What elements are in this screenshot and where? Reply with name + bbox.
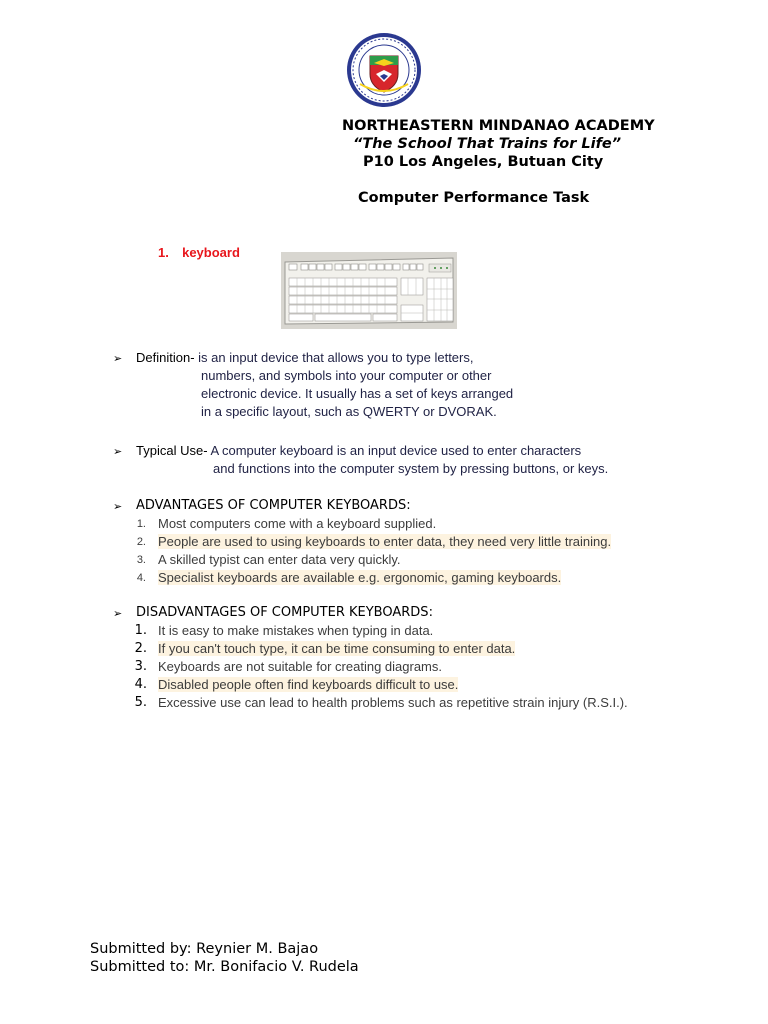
disadvantage-number: 5. [134, 695, 147, 710]
disadvantage-item: Excessive use can lead to health problems such as repetitive strain injury (R.S.I.). [158, 695, 628, 710]
disadvantages-bullet-icon: ➢ [113, 607, 123, 620]
school-name: NORTHEASTERN MINDANAO ACADEMY [342, 118, 655, 134]
disadvantage-number: 2. [134, 641, 147, 656]
disadvantage-item: Keyboards are not suitable for creating diagrams. [158, 659, 442, 674]
disadvantage-number: 4. [134, 677, 147, 692]
definition-text: is an input device that allows you to type letters, [198, 350, 474, 365]
disadvantages-heading: DISADVANTAGES OF COMPUTER KEYBOARDS: [136, 605, 433, 620]
item-number: 1. [158, 245, 169, 260]
item-heading [158, 245, 240, 260]
definition-bullet-icon: ➢ [113, 352, 123, 365]
submitted-to: Submitted to: Mr. Bonifacio V. Rudela [90, 959, 359, 975]
item-name: keyboard [182, 245, 240, 260]
advantage-number: 2. [136, 536, 146, 548]
definition-line-4: in a specific layout, such as QWERTY or DVORAK. [201, 404, 497, 419]
disadvantage-item [158, 676, 458, 694]
keyboard-image [281, 252, 457, 329]
typical-use-text: A computer keyboard is an input device used to enter characters [210, 443, 582, 458]
typical-use-label: Typical Use- [136, 443, 208, 458]
advantage-item-text: Specialist keyboards are available e.g. ergonomic, gaming keyboards. [158, 570, 562, 585]
disadvantage-item: It is easy to make mistakes when typing in data. [158, 623, 434, 638]
definition-label: Definition- [136, 350, 195, 365]
advantage-item: Most computers come with a keyboard supplied. [158, 516, 437, 531]
school-seal-logo [346, 32, 422, 108]
school-address: P10 Los Angeles, Butuan City [363, 154, 604, 170]
disadvantage-item-text: If you can't touch type, it can be time consuming to enter data. [158, 641, 516, 656]
advantage-number: 3. [136, 554, 146, 566]
typical-use-line-1 [136, 442, 581, 460]
school-motto: “The School That Trains for Life” [353, 136, 622, 152]
advantage-item [158, 569, 561, 587]
disadvantage-number: 1. [134, 623, 147, 638]
disadvantage-number: 3. [134, 659, 147, 674]
task-title: Computer Performance Task [358, 190, 590, 206]
definition-line-2: numbers, and symbols into your computer or other [201, 368, 492, 383]
advantages-heading: ADVANTAGES OF COMPUTER KEYBOARDS: [136, 498, 411, 513]
definition-line-1 [136, 349, 473, 367]
typical-use-line-2: and functions into the computer system by pressing buttons, or keys. [213, 461, 609, 476]
typical-use-bullet-icon: ➢ [113, 445, 123, 458]
submitted-by: Submitted by: Reynier M. Bajao [90, 941, 319, 957]
advantage-item-text: People are used to using keyboards to enter data, they need very little training. [158, 534, 612, 549]
advantage-item [158, 533, 611, 551]
disadvantage-item [158, 640, 515, 658]
advantage-number: 1. [136, 518, 146, 530]
advantages-bullet-icon: ➢ [113, 500, 123, 513]
advantage-number: 4. [136, 572, 146, 584]
definition-line-3: electronic device. It usually has a set of keys arranged [201, 386, 514, 401]
advantage-item: A skilled typist can enter data very quickly. [158, 552, 401, 567]
disadvantage-item-text: Disabled people often find keyboards difficult to use. [158, 677, 459, 692]
